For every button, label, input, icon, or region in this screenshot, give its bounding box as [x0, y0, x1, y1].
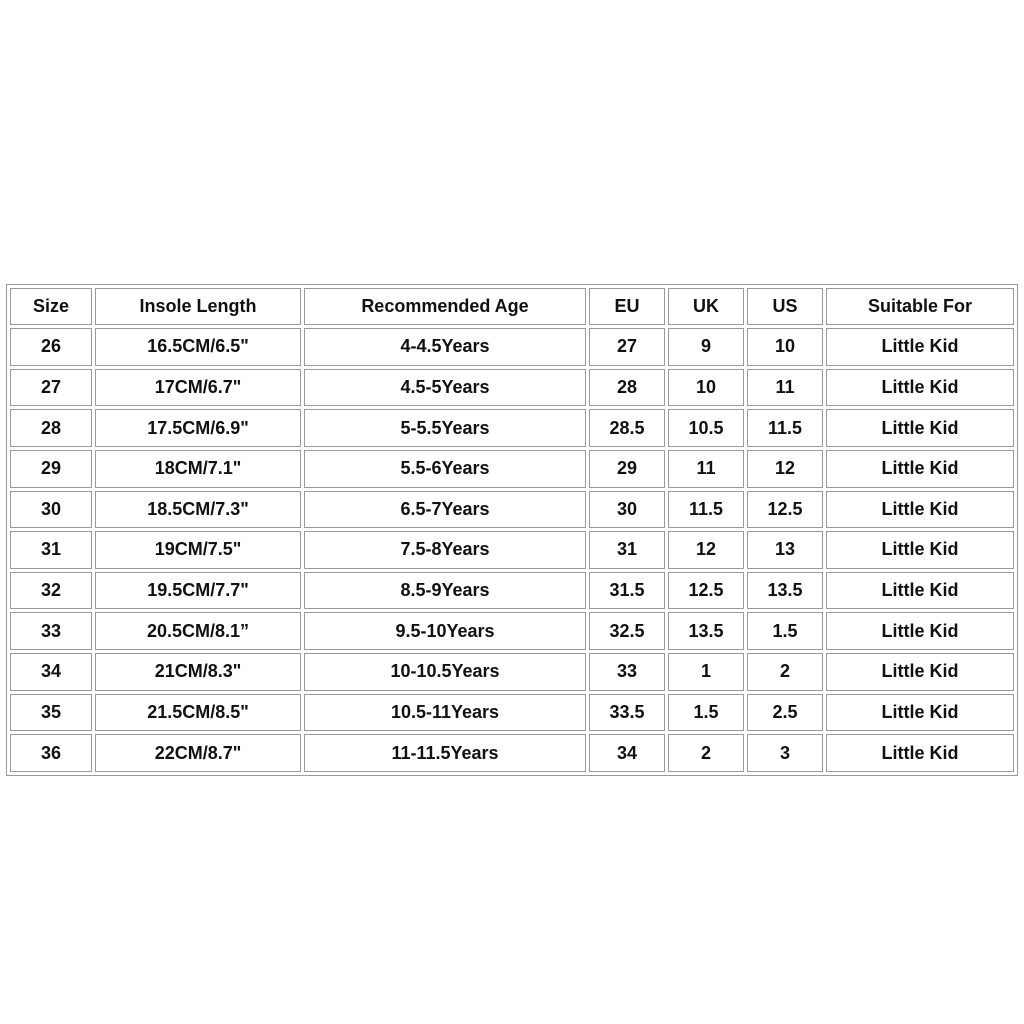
cell-us: 11.5: [747, 409, 823, 447]
cell-recommended-age: 5-5.5Years: [304, 409, 586, 447]
table-row: [10, 491, 1014, 529]
cell-us: 2: [747, 653, 823, 691]
cell-eu: 33: [589, 653, 665, 691]
cell-recommended-age: 6.5-7Years: [304, 491, 586, 529]
cell-recommended-age: 5.5-6Years: [304, 450, 586, 488]
cell-eu: 28: [589, 369, 665, 407]
cell-eu: 29: [589, 450, 665, 488]
cell-uk: 10.5: [668, 409, 744, 447]
table-row: [10, 572, 1014, 610]
cell-eu: 31: [589, 531, 665, 569]
cell-uk: 12: [668, 531, 744, 569]
header-size: Size: [10, 288, 92, 325]
table-row: [10, 531, 1014, 569]
header-us: US: [747, 288, 823, 325]
cell-size: 30: [10, 491, 92, 529]
cell-recommended-age: 9.5-10Years: [304, 612, 586, 650]
cell-eu: 31.5: [589, 572, 665, 610]
cell-suitable-for: Little Kid: [826, 612, 1014, 650]
cell-insole-length: 18CM/7.1": [95, 450, 301, 488]
cell-size: 32: [10, 572, 92, 610]
size-chart-table: [6, 284, 1018, 776]
cell-recommended-age: 8.5-9Years: [304, 572, 586, 610]
size-chart-header: [10, 288, 1014, 325]
cell-suitable-for: Little Kid: [826, 369, 1014, 407]
cell-uk: 1.5: [668, 694, 744, 732]
table-row: [10, 653, 1014, 691]
cell-suitable-for: Little Kid: [826, 409, 1014, 447]
header-row: [10, 288, 1014, 325]
cell-size: 26: [10, 328, 92, 366]
cell-suitable-for: Little Kid: [826, 694, 1014, 732]
cell-recommended-age: 10-10.5Years: [304, 653, 586, 691]
table-row: [10, 409, 1014, 447]
cell-eu: 32.5: [589, 612, 665, 650]
cell-uk: 11.5: [668, 491, 744, 529]
cell-size: 36: [10, 734, 92, 772]
cell-uk: 13.5: [668, 612, 744, 650]
cell-insole-length: 17.5CM/6.9": [95, 409, 301, 447]
table-row: [10, 734, 1014, 772]
cell-recommended-age: 11-11.5Years: [304, 734, 586, 772]
cell-insole-length: 16.5CM/6.5": [95, 328, 301, 366]
header-recommended-age: Recommended Age: [304, 288, 586, 325]
cell-recommended-age: 7.5-8Years: [304, 531, 586, 569]
table-row: [10, 612, 1014, 650]
cell-uk: 1: [668, 653, 744, 691]
cell-size: 34: [10, 653, 92, 691]
cell-insole-length: 19CM/7.5": [95, 531, 301, 569]
cell-eu: 33.5: [589, 694, 665, 732]
cell-suitable-for: Little Kid: [826, 653, 1014, 691]
cell-insole-length: 21CM/8.3": [95, 653, 301, 691]
cell-eu: 30: [589, 491, 665, 529]
cell-insole-length: 20.5CM/8.1”: [95, 612, 301, 650]
cell-size: 28: [10, 409, 92, 447]
cell-eu: 27: [589, 328, 665, 366]
header-uk: UK: [668, 288, 744, 325]
cell-size: 27: [10, 369, 92, 407]
header-eu: EU: [589, 288, 665, 325]
table-row: [10, 694, 1014, 732]
cell-size: 29: [10, 450, 92, 488]
cell-uk: 2: [668, 734, 744, 772]
cell-insole-length: 21.5CM/8.5": [95, 694, 301, 732]
cell-insole-length: 19.5CM/7.7": [95, 572, 301, 610]
cell-suitable-for: Little Kid: [826, 531, 1014, 569]
cell-us: 1.5: [747, 612, 823, 650]
cell-insole-length: 22CM/8.7": [95, 734, 301, 772]
cell-us: 12: [747, 450, 823, 488]
cell-us: 2.5: [747, 694, 823, 732]
cell-recommended-age: 10.5-11Years: [304, 694, 586, 732]
table-row: [10, 369, 1014, 407]
cell-suitable-for: Little Kid: [826, 734, 1014, 772]
cell-size: 35: [10, 694, 92, 732]
cell-us: 10: [747, 328, 823, 366]
cell-us: 13: [747, 531, 823, 569]
cell-suitable-for: Little Kid: [826, 572, 1014, 610]
cell-suitable-for: Little Kid: [826, 491, 1014, 529]
cell-us: 12.5: [747, 491, 823, 529]
size-chart-body: [10, 328, 1014, 772]
header-insole-length: Insole Length: [95, 288, 301, 325]
cell-uk: 12.5: [668, 572, 744, 610]
cell-size: 31: [10, 531, 92, 569]
cell-uk: 11: [668, 450, 744, 488]
cell-suitable-for: Little Kid: [826, 328, 1014, 366]
cell-us: 13.5: [747, 572, 823, 610]
cell-insole-length: 17CM/6.7": [95, 369, 301, 407]
cell-recommended-age: 4-4.5Years: [304, 328, 586, 366]
cell-us: 3: [747, 734, 823, 772]
cell-size: 33: [10, 612, 92, 650]
table-row: [10, 328, 1014, 366]
cell-uk: 9: [668, 328, 744, 366]
cell-eu: 28.5: [589, 409, 665, 447]
cell-suitable-for: Little Kid: [826, 450, 1014, 488]
header-suitable-for: Suitable For: [826, 288, 1014, 325]
cell-uk: 10: [668, 369, 744, 407]
table-row: [10, 450, 1014, 488]
cell-recommended-age: 4.5-5Years: [304, 369, 586, 407]
cell-us: 11: [747, 369, 823, 407]
cell-insole-length: 18.5CM/7.3": [95, 491, 301, 529]
cell-eu: 34: [589, 734, 665, 772]
